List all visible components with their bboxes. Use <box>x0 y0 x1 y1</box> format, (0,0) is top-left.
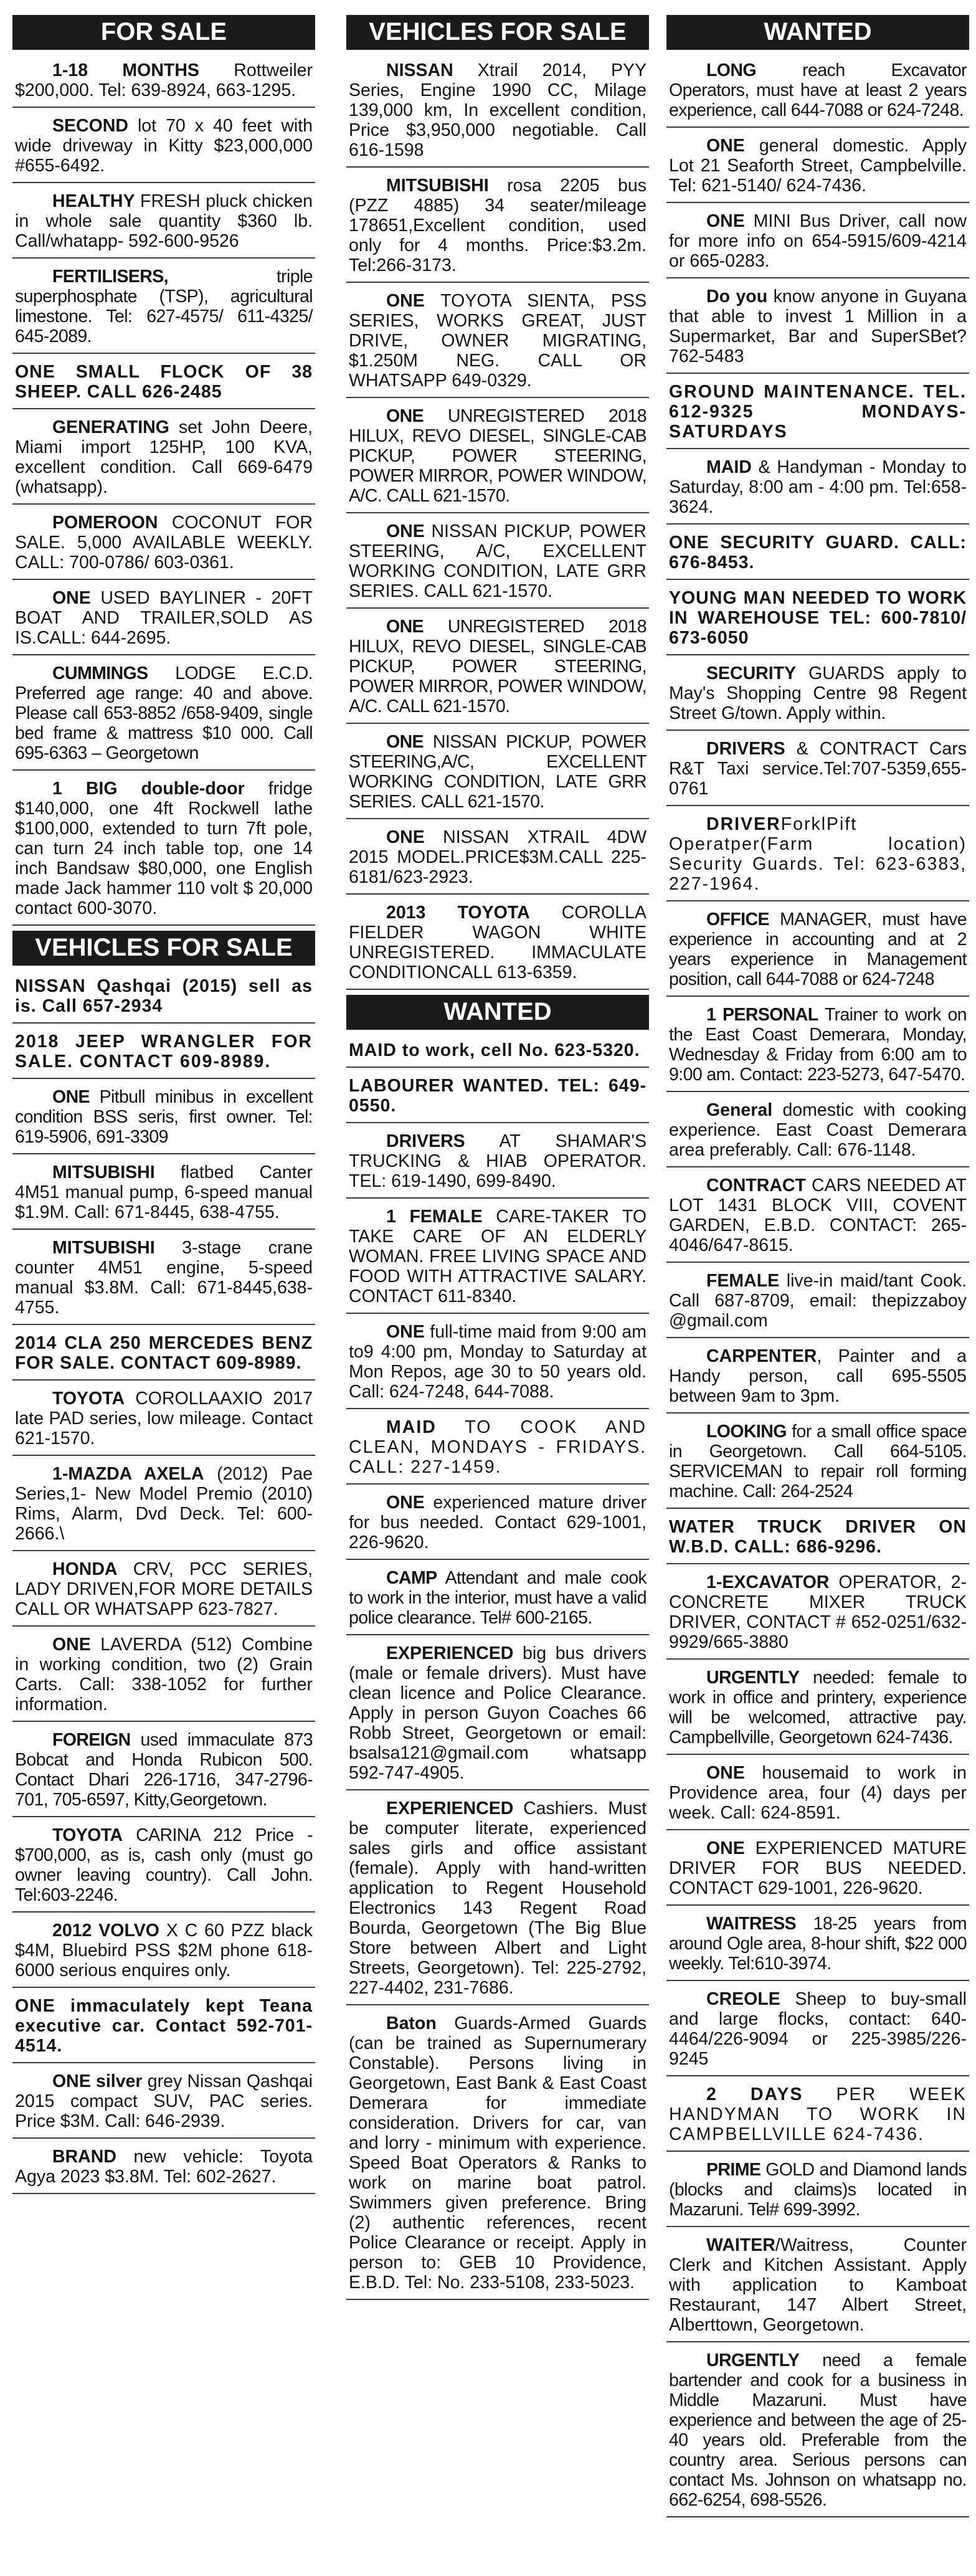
ad-lead-text: LABOURER WANTED. TEL: 649-0550. <box>349 1076 647 1116</box>
classified-ad <box>346 173 649 283</box>
classified-ad <box>666 1172 969 1263</box>
ad-body-text: need a female bartender and cook for a business in Middle Mazaruni. Must have experience and between the age of 25-40 years old. Preferable from the country area. Serious persons can contact Ms. Johnson on whatsapp no. 662-6254, 698-5526. <box>669 2350 967 2510</box>
classified-ad <box>666 133 969 203</box>
ad-body-text: Guards-Armed Guards (can be trained as Supernumerary Constable). Persons living in Georgetown, East Bank & East Coast Demerara for immediate consideration. Drivers for car, van and lorry - minimum with experience. Speed Boat Operators & Ranks to work on marine boat patrol. Swimmers given preference. Bring (2) authentic references, recent Police Clearance or receipt. Apply in person to: GEB 10 Providence, E.B.D. Tel: No. 233-5108, 233-5023. <box>349 2013 647 2293</box>
section-heading: WANTED <box>346 995 649 1030</box>
ad-lead-text: ONE <box>386 1322 425 1342</box>
ad-lead-text: DRIVERS <box>386 1131 465 1151</box>
classified-ad <box>666 1986 969 2076</box>
ad-lead-text: ONE <box>706 211 745 231</box>
classified-ad <box>346 1037 649 1068</box>
classified-ad <box>346 518 649 609</box>
ad-body-text: big bus drivers (male or female drivers). Must have clean licence and Police Clearance. Apply in person Guyon Coaches 66 Robb Street, Georgetown or email: bsalsa121@gmail.com whatsapp 592-747-4905. <box>349 1643 647 1783</box>
ad-body-text: for a small office space in Georgetown. Call 664-5105. SERVICEMAN to repair roll forming machine. Call: 264-2524 <box>669 1422 967 1501</box>
classified-ad <box>346 1073 649 1123</box>
classified-ad <box>346 824 649 895</box>
section-heading: FOR SALE <box>12 15 315 50</box>
ad-lead-text: ONE <box>706 1763 745 1783</box>
ad-lead-text: TOYOTA <box>52 1389 125 1409</box>
ad-lead-text: 2012 VOLVO <box>52 1921 159 1941</box>
ad-lead-text: 2018 JEEP WRANGLER FOR SALE. CONTACT 609-8989. <box>15 1032 313 1072</box>
ad-lead-text: CREOLE <box>706 1989 780 2009</box>
ad-body-text: COCONUT FOR SALE. 5,000 AVAILABLE WEEKLY. CALL: 700-0786/ 603-0361. <box>15 513 313 573</box>
ad-lead-text: ONE <box>52 1087 90 1107</box>
ad-body-text: COROLLA FIELDER WAGON WHITE UNREGISTERED. IMMACULATE CONDITIONCALL 613-6359. <box>349 903 647 982</box>
ad-lead-text: URGENTLY <box>706 2350 800 2370</box>
ad-lead-text: FEMALE <box>706 1271 780 1291</box>
ad-lead-text: NISSAN Qashqai (2015) sell as is. Call 657-2934 <box>15 976 313 1016</box>
classified-ad <box>12 1084 315 1154</box>
ad-body-text: CRV, PCC SERIES, LADY DRIVEN,FOR MORE DETAILS CALL OR WHATSAPP 623-7827. <box>15 1559 313 1619</box>
ad-body-text: general domestic. Apply Lot 21 Seaforth Street, Campbelville. Tel: 621-5140/ 624-7436. <box>669 136 967 196</box>
ad-body-text: GUARDS apply to May's Shopping Centre 98 Regent Street G/town. Apply within. <box>669 663 967 723</box>
ad-lead-text: 1-18 MONTHS <box>52 60 199 80</box>
ad-body-text: & Handyman - Monday to Saturday, 8:00 am - 4:00 pm. Tel:658-3624. <box>669 457 967 517</box>
classified-ad <box>346 729 649 819</box>
classified-ad <box>12 1029 315 1079</box>
ad-lead-text: CONTRACT <box>706 1176 806 1195</box>
ad-lead-text: HEALTHY <box>52 191 135 211</box>
ad-lead-text: FERTILISERS, <box>52 267 168 287</box>
classified-ad <box>346 614 649 724</box>
classified-ad <box>12 1918 315 1988</box>
ad-body-text: experienced mature driver for bus needed. Contact 629-1001, 226-9620. <box>349 1493 647 1552</box>
classified-ad <box>666 1343 969 1414</box>
classified-ad <box>12 1235 315 1325</box>
classified-ad <box>666 2157 969 2227</box>
ad-body-text: set John Deere, Miami import 125HP, 100 KVA, excellent condition. Call 669-6479 (whatsapp). <box>15 417 313 497</box>
classified-ad <box>12 1461 315 1551</box>
ad-lead-text: MITSUBISHI <box>52 1162 155 1182</box>
ad-lead-text: ONE <box>386 827 425 847</box>
ad-body-text: Xtrail 2014, PYY Series, Engine 1990 CC, Milage 139,000 km, In excellent condition, Price $3,950,000 negotiable. Call 616-1598 <box>349 60 647 160</box>
classified-ad <box>666 1419 969 1509</box>
ad-body-text: Cashiers. Must be computer literate, experienced sales girls and office assistant (female). Apply with hand-written application to Regent Household Electronics 143 Regent Road Bourda, Georgetown (The Big Blue Store between Albert and Light Streets, Georgetown). Tel: 225-2792, 227-4402, 231-7686. <box>349 1799 647 1998</box>
ad-body-text: fridge $140,000, one 4ft Rockwell lathe $100,000, extended to turn 7ft pole, can turn 24 inch table top, one 14 inch Bandsaw $80,000, one English made Jack hammer 110 volt $ 20,000 contact 600-3070. <box>15 779 313 918</box>
classified-ad <box>346 1319 649 1409</box>
ad-body-text: , Painter and a Handy person, call 695-5505 between 9am to 3pm. <box>669 1346 967 1406</box>
classified-ad <box>666 208 969 278</box>
ad-body-text: NISSAN XTRAIL 4DW 2015 MODEL.PRICE$3M.CALL 225-6181/623-2923. <box>349 827 647 887</box>
classified-ad <box>666 1835 969 1906</box>
ad-lead-text: FOREIGN <box>52 1730 131 1750</box>
column-2 <box>346 15 649 2305</box>
classified-ad <box>666 906 969 997</box>
ad-lead-text: ONE immaculately kept Teana executive car. Contact 592-701-4514. <box>15 1996 313 2056</box>
ad-body-text: /Waitress, Counter Clerk and Kitchen Assistant. Apply with application to Kamboat Restaurant, 147 Albert Street, Alberttown, Georgetown. <box>669 2235 967 2335</box>
ad-lead-text: 1 FEMALE <box>386 1207 483 1227</box>
classified-ad <box>666 1097 969 1167</box>
ad-body-text: reach Excavator Operators, must have at least 2 years experience, call 644-7088 or 624-7248. <box>669 60 967 120</box>
ad-lead-text: CUMMINGS <box>52 663 148 683</box>
ad-body-text: FRESH pluck chicken in whole sale quantity $360 lb. Call/whatapp- 592-600-9526 <box>15 191 313 251</box>
ad-body-text: TOYOTA SIENTA, PSS SERIES, WORKS GREAT, JUST DRIVE, OWNER MIGRATING, $1.250M NEG. CALL OR WHATSAPP 649-0329. <box>349 291 647 391</box>
classified-ad <box>346 1414 649 1485</box>
ad-lead-text: LONG <box>706 60 756 80</box>
classified-ad <box>666 585 969 655</box>
column-3 <box>666 15 969 2522</box>
classified-ad <box>346 2010 649 2300</box>
ad-body-text: domestic with cooking experience. East Coast Demerara area preferably. Call: 676-1148. <box>669 1100 967 1160</box>
ad-body-text: TO COOK AND CLEAN, MONDAYS - FRIDAYS. CALL: 227-1459. <box>349 1417 647 1477</box>
ad-lead-text: MAID to work, cell No. 623-5320. <box>349 1040 640 1060</box>
ad-lead-text: ONE SECURITY GUARD. CALL: 676-8453. <box>669 533 967 573</box>
classified-ad <box>12 264 315 354</box>
classified-ad <box>12 1330 315 1381</box>
classified-ad <box>12 2068 315 2139</box>
ad-lead-text: ONE <box>386 617 424 637</box>
section-heading: VEHICLES FOR SALE <box>346 15 649 50</box>
ad-body-text: Trainer to work on the East Coast Demerara, Monday, Wednesday & Friday from 6:00 am to 9:00 am. Contact: 223-5273, 647-5470. <box>669 1005 967 1085</box>
ad-body-text: GOLD and Diamond lands (blocks and claims)s located in Mazaruni. Tel# 699-3992. <box>669 2160 967 2220</box>
ad-lead-text: ONE <box>386 291 425 311</box>
ad-lead-text: SECOND <box>52 116 128 136</box>
classified-ad <box>12 1385 315 1456</box>
classified-ad <box>12 1556 315 1627</box>
ad-lead-text: MITSUBISHI <box>386 176 489 196</box>
ad-lead-text: ONE silver <box>52 2071 143 2091</box>
ad-body-text: lot 70 x 40 feet with wide driveway in Kitty $23,000,000 #655-6492. <box>15 116 313 176</box>
ad-body-text: rosa 2205 bus (PZZ 4885) 34 seater/mileage 178651,Excellent condition, used only for 4 months. Price:$3.2m. Tel:266-3173. <box>349 176 647 275</box>
ad-lead-text: ONE <box>706 1838 745 1858</box>
classified-ad <box>12 188 315 259</box>
classified-ad <box>12 1822 315 1913</box>
ad-lead-text: EXPERIENCED <box>386 1643 514 1663</box>
ad-lead-text: HONDA <box>52 1559 118 1579</box>
ad-body-text: flatbed Canter 4M51 manual pump, 6-speed manual $1.9M. Call: 671-8445, 638-4755. <box>15 1162 313 1222</box>
classified-ad <box>346 57 649 168</box>
ad-lead-text: GROUND MAINTENANCE. TEL. 612-9325 MONDAYS-SATURDAYS <box>669 382 967 442</box>
ad-body-text: PER WEEK HANDYMAN TO WORK IN CAMPBELLVILLE 624-7436. <box>669 2084 967 2144</box>
classified-ad <box>12 113 315 183</box>
ad-body-text: CARINA 212 Price - $700,000, as is, cash only (must go owner leaving country). Call John. Tel:603-2246. <box>15 1825 313 1905</box>
ad-lead-text: SECURITY <box>706 663 797 683</box>
ad-body-text: Sheep to buy-small and large flocks, contact: 640-4464/226-9094 or 225-3985/226-9245 <box>669 1989 967 2069</box>
ad-body-text: know anyone in Guyana that able to invest 1 Million in a Supermarket, Bar and SuperSBet? 762-5483 <box>669 287 967 366</box>
ad-lead-text: ONE <box>52 588 91 608</box>
ad-body-text: 3-stage crane counter 4M51 engine, 5-speed manual $3.8M. Call: 671-8445,638-4755. <box>15 1238 313 1318</box>
ad-lead-text: General <box>706 1100 773 1120</box>
ad-body-text: (2012) Pae Series,1- New Model Premio (2010) Rims, Alarm, Dvd Deck. Tel: 600-2666.\ <box>15 1464 313 1544</box>
ad-body-text: USED BAYLINER - 20FT BOAT AND TRAILER,SOLD AS IS.CALL: 644-2695. <box>15 588 313 648</box>
classified-ad <box>666 811 969 901</box>
ad-lead-text: NISSAN <box>386 60 453 80</box>
classified-ad <box>666 1569 969 1660</box>
classified-ad <box>346 1795 649 2005</box>
classified-ad <box>666 454 969 525</box>
ad-lead-text: WAITRESS <box>706 1914 797 1934</box>
classified-ad <box>346 403 649 513</box>
ad-lead-text: WAITER <box>706 2235 775 2255</box>
classified-ad <box>346 1640 649 1790</box>
ad-lead-text: YOUNG MAN NEEDED TO WORK IN WAREHOUSE TEL: 600-7810/ 673-6050 <box>669 588 967 648</box>
ad-body-text: grey Nissan Qashqai 2015 compact SUV, PAC series. Price $3M. Call: 646-2939. <box>15 2071 313 2131</box>
ad-lead-text: PRIME <box>706 2160 761 2180</box>
ad-lead-text: MAID <box>386 1417 437 1437</box>
ad-lead-text: OFFICE <box>706 910 769 929</box>
ad-lead-text: DRIVERS <box>706 739 785 759</box>
ad-lead-text: DRIVER <box>706 814 781 834</box>
ad-lead-text: CAMP <box>386 1568 437 1588</box>
classified-ad <box>666 1002 969 1092</box>
classified-ad <box>346 1204 649 1314</box>
ad-body-text: MINI Bus Driver, call now for more info on 654-5915/609-4214 or 665-0283. <box>669 211 967 271</box>
ad-lead-text: ONE <box>386 521 425 541</box>
classified-ad <box>346 1565 649 1635</box>
ad-body-text: ForklPift Operatper(Farm location) Security Guards. Tel: 623-6383, 227-1964. <box>669 814 967 894</box>
section-heading: WANTED <box>666 15 969 50</box>
ad-lead-text: 2013 TOYOTA <box>386 903 530 923</box>
ad-lead-text: ONE <box>386 1493 425 1513</box>
classified-ad <box>12 1159 315 1230</box>
ad-lead-text: MITSUBISHI <box>52 1238 155 1258</box>
classified-ad <box>346 1490 649 1560</box>
ad-body-text: needed: female to work in office and printery, experience will be welcomed, attractive pay. Campbellville, Georgetown 624-7436. <box>669 1668 967 1747</box>
ad-body-text: COROLLAAXIO 2017 late PAD series, low mileage. Contact 621-1570. <box>15 1389 313 1448</box>
classified-ad <box>12 57 315 108</box>
ad-lead-text: 1-EXCAVATOR <box>706 1572 830 1592</box>
classified-ad <box>666 530 969 580</box>
ad-lead-text: ONE <box>386 406 424 426</box>
classified-ad <box>12 776 315 926</box>
ad-body-text: EXPERIENCED MATURE DRIVER FOR BUS NEEDED. CONTACT 629-1001, 226-9620. <box>669 1838 967 1898</box>
classified-ad <box>346 1128 649 1199</box>
ad-lead-text: LOOKING <box>706 1422 787 1442</box>
classified-ad <box>12 585 315 655</box>
ad-lead-text: ONE <box>52 1635 91 1655</box>
classified-ad <box>12 2144 315 2194</box>
classified-ad <box>666 1911 969 1981</box>
ad-lead-text: WATER TRUCK DRIVER ON W.B.D. CALL: 686-9296. <box>669 1517 967 1557</box>
classified-ad <box>12 1632 315 1722</box>
ad-body-text: housemaid to work in Providence area, four (4) days per week. Call: 624-8591. <box>669 1763 967 1823</box>
ad-body-text: Rottweiler $200,000. Tel: 639-8924, 663-1295. <box>15 60 313 100</box>
ad-body-text: Pitbull minibus in excellent condition BSS seris, first owner. Tel: 619-5906, 691-3309 <box>15 1087 313 1147</box>
ad-lead-text: EXPERIENCED <box>386 1799 514 1818</box>
classified-ad <box>12 510 315 580</box>
ad-body-text: X C 60 PZZ black $4M, Bluebird PSS $2M phone 618-6000 serious enquires only. <box>15 1921 313 1980</box>
ad-body-text: LAVERDA (512) Combine in working condition, two (2) Grain Carts. Call: 338-1052 for further information. <box>15 1635 313 1714</box>
ad-lead-text: ONE SMALL FLOCK OF 38 SHEEP. CALL 626-2485 <box>15 362 313 402</box>
ad-body-text: used immaculate 873 Bobcat and Honda Rubicon 500. Contact Dhari 226-1716, 347-2796-701, 705-6597, Kitty,Georgetown. <box>15 1730 313 1810</box>
classified-ad <box>666 1760 969 1830</box>
ad-lead-text: MAID <box>706 457 752 477</box>
ad-lead-text: 1-MAZDA AXELA <box>52 1464 204 1484</box>
ad-body-text: NISSAN PICKUP, POWER STEERING,A/C, EXCELLENT WORKING CONDITION, LATE GRR SERIES. CALL 621-1570. <box>349 732 647 812</box>
classified-ad <box>666 283 969 374</box>
ad-body-text: live-in maid/tant Cook. Call 687-8709, email: thepizzaboy @gmail.com <box>669 1271 967 1331</box>
ad-body-text: CARS NEEDED AT LOT 1431 BLOCK VIII, COVENT GARDEN, E.B.D. CONTACT: 265-4046/647-8615. <box>669 1176 967 1255</box>
classified-ad <box>12 1727 315 1817</box>
ad-body-text: CARE-TAKER TO TAKE CARE OF AN ELDERLY WOMAN. FREE LIVING SPACE AND FOOD WITH ATTRACTIVE SALARY. CONTACT 611-8340. <box>349 1207 647 1306</box>
ad-lead-text: CARPENTER <box>706 1346 817 1366</box>
ad-body-text: OPERATOR, 2- CONCRETE MIXER TRUCK DRIVER, CONTACT # 652-0251/632-9929/665-3880 <box>669 1572 967 1652</box>
classified-ad <box>666 1268 969 1338</box>
ad-lead-text: POMEROON <box>52 513 158 533</box>
classified-ad <box>12 660 315 771</box>
classified-ad <box>666 2232 969 2342</box>
classified-ad <box>666 736 969 806</box>
ad-lead-text: 1 BIG double-door <box>52 779 245 799</box>
classified-ad <box>12 414 315 505</box>
classified-ad <box>666 2081 969 2152</box>
ad-body-text: triple superphosphate (TSP), agricultural limestone. Tel: 627-4575/ 611-4325/ 645-2089. <box>15 267 313 346</box>
classified-ad <box>666 660 969 731</box>
ad-lead-text: GENERATING <box>52 417 169 437</box>
ad-body-text: NISSAN PICKUP, POWER STEERING, A/C, EXCELLENT WORKING CONDITION, LATE GRR SERIES. CALL 621-1570. <box>349 521 647 601</box>
classified-ad <box>666 1665 969 1755</box>
classified-ad <box>12 973 315 1024</box>
ad-lead-text: URGENTLY <box>706 1668 800 1688</box>
ad-lead-text: Do you <box>706 287 768 307</box>
ad-body-text: & CONTRACT Cars R&T Taxi service.Tel:707-5359,655-0761 <box>669 739 967 799</box>
classified-ad <box>12 1993 315 2063</box>
ad-lead-text: ONE <box>706 136 745 156</box>
classified-ad <box>666 1514 969 1564</box>
ad-body-text: AT SHAMAR'S TRUCKING & HIAB OPERATOR. TEL: 619-1490, 699-8490. <box>349 1131 647 1191</box>
classified-ad <box>346 288 649 398</box>
ad-lead-text: 2 DAYS <box>706 2084 803 2104</box>
ad-body-text: 18-25 years from around Ogle area, 8-hour shift, $22 000 weekly. Tel:610-3974. <box>669 1914 967 1974</box>
ad-lead-text: ONE <box>386 732 424 752</box>
ad-lead-text: BRAND <box>52 2147 116 2167</box>
section-heading: VEHICLES FOR SALE <box>12 931 315 966</box>
ad-body-text: new vehicle: Toyota Agya 2023 $3.8M. Tel: 602-2627. <box>15 2147 313 2187</box>
ad-body-text: Attendant and male cook to work in the interior, must have a valid police clearance. Tel# 600-2165. <box>349 1568 647 1628</box>
ad-body-text: UNREGISTERED 2018 HILUX, REVO DIESEL, SINGLE-CAB PICKUP, POWER STEERING, POWER MIRROR, POWER WINDOW, A/C. CALL 621-1570. <box>349 617 647 716</box>
ad-body-text: UNREGISTERED 2018 HILUX, REVO DIESEL, SINGLE-CAB PICKUP, POWER STEERING, POWER MIRROR, POWER WINDOW, A/C. CALL 621-1570. <box>349 406 647 506</box>
ad-lead-text: 2014 CLA 250 MERCEDES BENZ FOR SALE. CONTACT 609-8989. <box>15 1333 313 1373</box>
ad-body-text: full-time maid from 9:00 am to9 4:00 pm, Monday to Saturday at Mon Repos, age 30 to 50 years old. Call: 624-7248, 644-7088. <box>349 1322 647 1402</box>
ad-lead-text: Baton <box>386 2013 437 2033</box>
classified-ad <box>666 379 969 449</box>
ad-body-text: MANAGER, must have experience in accounting and at 2 years experience in Management position, call 644-7088 or 624-7248 <box>669 910 967 989</box>
ad-body-text: LODGE E.C.D. Preferred age range: 40 and above. Please call 653-8852 /658-9409, single bed frame & mattress $10 000. Call 695-6363 – Georgetown <box>15 663 313 763</box>
classified-ad <box>666 2347 969 2517</box>
classified-ad <box>346 900 649 990</box>
column-1 <box>12 15 315 2199</box>
ad-lead-text: TOYOTA <box>52 1825 123 1845</box>
ad-lead-text: 1 PERSONAL <box>706 1005 818 1025</box>
classified-ad <box>12 359 315 409</box>
classified-ad <box>666 57 969 128</box>
